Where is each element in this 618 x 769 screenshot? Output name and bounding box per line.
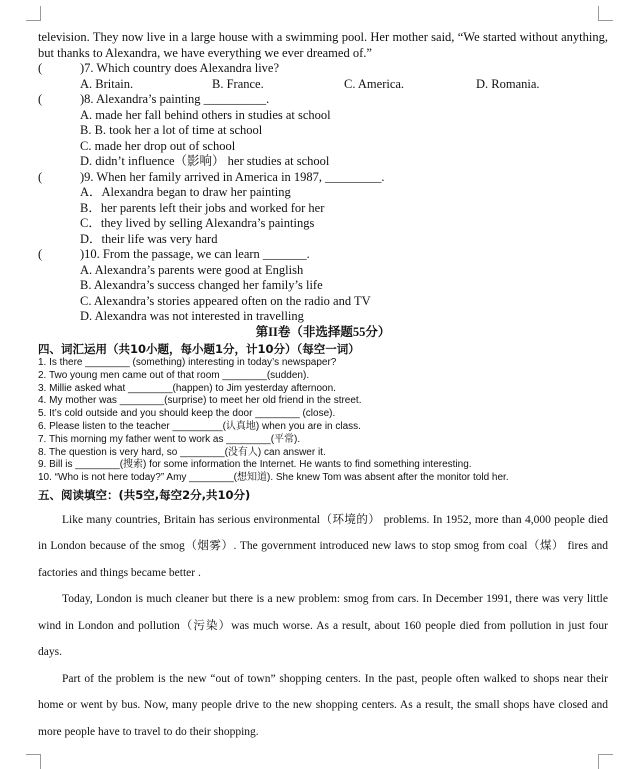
fill-item: 3. Millie asked what ________(happen) to Jim yesterday afternoon. — [38, 382, 336, 394]
question-9 — [38, 170, 608, 248]
fill-in-list — [38, 357, 608, 485]
option-d: D．their life was very hard — [80, 231, 218, 246]
option-d: D. didn’t influence（影响） her studies at school — [80, 154, 330, 168]
fill-item: 9. Bill is ________(搜索) for some information the Internet. He wants to find something interesting. — [38, 459, 472, 471]
crop-mark-bottom-left — [26, 754, 41, 769]
intro-paragraph: television. They now live in a large house with a swimming pool. Her mother said, “We started without anything, but thanks to Alexandra, we have everything we ever dreamed of.” — [38, 30, 608, 60]
option-b: B．her parents left their jobs and worked for her — [80, 200, 325, 215]
option-c: C. made her drop out of school — [80, 138, 236, 153]
fill-item: 5. It’s cold outside and you should keep the door ________ (close). — [38, 408, 336, 420]
answer-paren: ( — [38, 169, 43, 184]
option-b: B. France. — [212, 76, 264, 91]
option-a: A. Britain. — [80, 76, 134, 91]
section-five-heading: 五、阅读填空：(共5空,每空2分,共10分) — [38, 487, 251, 502]
option-c: C. Alexandra’s stories appeared often on the radio and TV — [80, 293, 371, 308]
crop-mark-top-left — [26, 6, 41, 21]
question-stem: )7. Which country does Alexandra live? — [80, 61, 280, 75]
question-10 — [38, 247, 608, 325]
document-page — [38, 30, 608, 745]
option-a: A. made her fall behind others in studies at school — [80, 107, 331, 122]
option-a: A. Alexandra’s parents were good at English — [80, 262, 304, 277]
answer-paren: ( — [38, 92, 43, 106]
option-b: B. B. took her a lot of time at school — [80, 123, 263, 137]
option-d: D. Romania. — [476, 76, 540, 91]
reading-passage — [38, 507, 608, 746]
reading-paragraph: Today, London is much cleaner but there is a new problem: smog from cars. In December 1991, there was very little wind in London and pollution（污染）was much worse. As a result, about 160 people died from pollution in just four days. — [38, 593, 608, 659]
reading-paragraph: Part of the problem is the new “out of town” shopping centers. In the past, people often walked to shops near their home or went by bus. Now, many people drive to the new shopping centers. As a result, the small shops have closed and more people have to travel to do their shopping. — [38, 672, 608, 738]
fill-item: 6. Please listen to the teacher _________(认真地) when you are in class. — [38, 420, 361, 432]
question-stem: )8. Alexandra’s painting __________. — [80, 92, 270, 106]
option-c: C. America. — [344, 76, 405, 91]
option-c: C．they lived by selling Alexandra’s paintings — [80, 216, 315, 230]
fill-item: 8. The question is very hard, so ________(没有人) can answer it. — [38, 446, 326, 458]
option-d: D. Alexandra was not interested in travelling — [80, 309, 304, 323]
answer-paren: ( — [38, 61, 43, 75]
question-8 — [38, 92, 608, 170]
crop-mark-bottom-right — [598, 754, 613, 769]
reading-paragraph: Like many countries, Britain has serious environmental（环境的） problems. In 1952, more than 4,000 people died in London because of the smog（烟雾）. The government introduced new laws to stop smog from coal（煤） fires and factories and things became better . — [38, 513, 608, 579]
fill-item: 1. Is there ________ (something) interesting in today’s newspaper? — [38, 357, 337, 368]
fill-item: 2. Two young men came out of that room ________(sudden). — [38, 369, 310, 381]
option-b: B. Alexandra’s success changed her family’s life — [80, 278, 323, 292]
part-two-title: 第II卷（非选择题55分） — [255, 324, 391, 339]
section-four-heading: 四、词汇运用（共10小题，每小题1分，计10分）（每空一词） — [38, 342, 360, 356]
fill-item: 4. My mother was ________(surprise) to meet her old friend in the street. — [38, 395, 362, 407]
fill-item: 7. This morning my father went to work as ________(平常). — [38, 433, 301, 445]
fill-item: 10. “Who is not here today?” Amy ________(想知道). She knew Tom was absent after the monitor told her. — [38, 472, 509, 484]
question-stem: )10. From the passage, we can learn _______. — [80, 247, 310, 261]
option-a: A．Alexandra began to draw her painting — [80, 185, 291, 199]
question-7 — [38, 61, 608, 92]
question-stem: )9. When her family arrived in America in 1987, _________. — [80, 169, 385, 184]
answer-paren: ( — [38, 247, 43, 261]
crop-mark-top-right — [598, 6, 613, 21]
